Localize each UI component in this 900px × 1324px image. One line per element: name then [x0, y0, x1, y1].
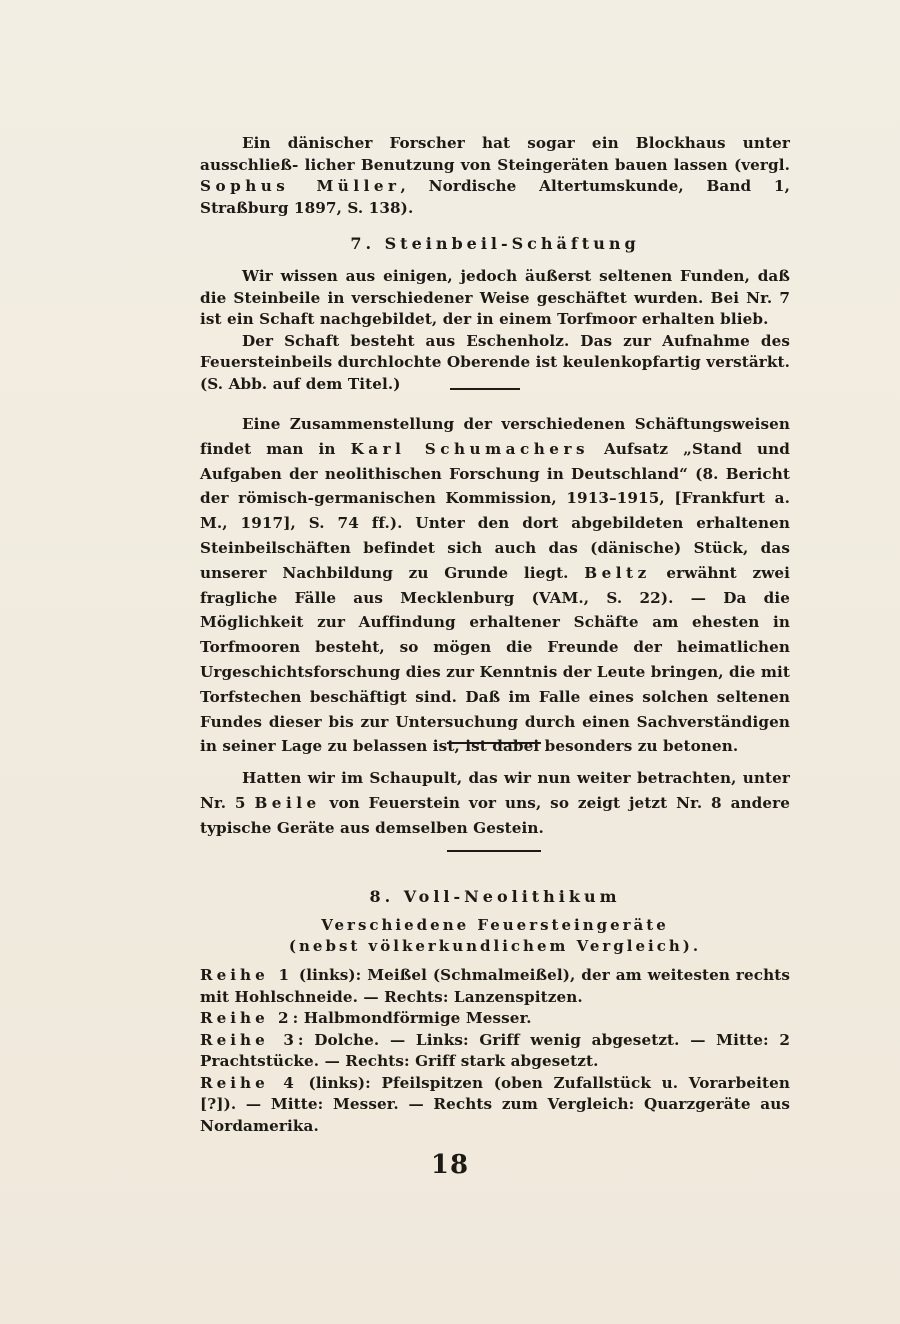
intro-line-2: licher Benutzung von Steingeräten bauen lassen (vergl.: [304, 155, 790, 174]
list-item: [200, 1008, 790, 1030]
row-text: (links): Meißel (Schmalmeißel), der am weitesten rechts mit Hohlschneide. — Rechts: Lanzenspitzen.: [200, 966, 790, 1006]
intro-author: Sophus Müller: [200, 177, 401, 195]
transition-paragraph: [200, 766, 790, 840]
compilation-text-3: erwähnt zwei fragliche Fälle aus Mecklenburg (VAM., S. 22). — Da die Möglichkeit zur Auffindung erhaltener Schäfte am ehesten in Torfmooren besteht, so mögen die Freunde der heimatlichen Urgeschichtsforschung dies zur Kenntnis der Leute bringen, die mit Torfstechen beschäftigt sind. Daß im Falle eines solchen seltenen Fundes dieser bis zur Untersuchung durch einen Sachverständigen in seiner Lage zu belassen ist, ist dabei besonders zu betonen.: [200, 563, 791, 756]
row-text: (links): Pfeilspitzen (oben Zufallstück u. Vorarbeiten [?]). — Mitte: Messer. — Rechts zum Vergleich: Quarzgeräte aus Nordamerika.: [200, 1073, 790, 1135]
row-label: Reihe 4: [200, 1073, 298, 1092]
transition-text-2: von Feuerstein vor uns, so zeigt jetzt Nr. 8 andere typische Geräte aus demselben Gestein.: [200, 793, 791, 837]
transition-spaced-word: Beile: [254, 793, 321, 812]
intro-paragraph: [200, 133, 790, 219]
divider-2: [447, 742, 541, 744]
compilation-author-1: Karl Schumachers: [350, 439, 590, 458]
short-divider-1: [450, 388, 520, 390]
compilation-text-1: Eine Zusammenstellung der verschiedenen Schäftungsweisen findet man in: [200, 415, 790, 458]
intro-line-3: , Nordische Altertumskunde, Band 1, Straßburg 1897, S. 138).: [200, 177, 790, 217]
list-item: [200, 965, 790, 1008]
divider-3: [447, 850, 541, 852]
list-item: [200, 1073, 790, 1138]
intro-line-1: Ein dänischer Forscher hat sogar ein Blockhaus unter ausschließ-: [200, 134, 790, 174]
compilation-paragraph: [200, 412, 790, 759]
section-7-body: [200, 266, 790, 395]
row-label: Reihe 2: [200, 1009, 293, 1027]
section-7-paragraph-1: Wir wissen aus einigen, jedoch äußerst seltenen Funden, daß die Steinbeile in verschiedener Weise geschäftet wurden. Bei Nr. 7 ist ein Schaft nachgebildet, der in einem Torfmoor erhalten blieb.: [200, 267, 790, 328]
row-label: Reihe 1: [200, 966, 294, 984]
row-text: : Dolche. — Links: Griff wenig abgesetzt. — Mitte: 2 Prachtstücke. — Rechts: Griff stark abgesetzt.: [200, 1030, 790, 1070]
row-label: Reihe 3: [200, 1030, 298, 1049]
transition-text-1: Hatten wir im Schaupult, das wir nun weiter betrachten, unter Nr. 5: [200, 769, 790, 812]
section-7-paragraph-2: Der Schaft besteht aus Eschenholz. Das zur Aufnahme des Feuersteinbeils durchlochte Oberende ist keulenkopfartig verstärkt. (S. Abb. auf dem Titel.): [200, 331, 791, 393]
page-number: 18: [430, 1150, 470, 1180]
compilation-text-2: Aufsatz „Stand und Aufgaben der neolithischen Forschung in Deutschland“ (8. Bericht der römisch-germanischen Kommission, 1913–1915, [Frankfurt a. M., 1917], S. 74 ff.). Unter den dort abgebildeten erhaltenen Steinbeilschäften befindet sich auch das (dänische) Stück, das unserer Nachbildung zu Grunde liegt.: [200, 439, 790, 582]
compilation-author-2: Beltz: [584, 563, 651, 582]
section-8-subheading-2: (nebst völkerkundlichem Vergleich).: [288, 937, 702, 955]
section-7-heading: 7. Steinbeil-Schäftung: [350, 234, 640, 253]
rows-list: [200, 965, 790, 1137]
list-item: [200, 1030, 790, 1073]
row-text: : Halbmondförmige Messer.: [292, 1009, 532, 1027]
section-8-subheading-1: Verschiedene Feuersteingeräte: [321, 916, 669, 934]
section-8-heading: 8. Voll-Neolithikum: [369, 887, 621, 906]
